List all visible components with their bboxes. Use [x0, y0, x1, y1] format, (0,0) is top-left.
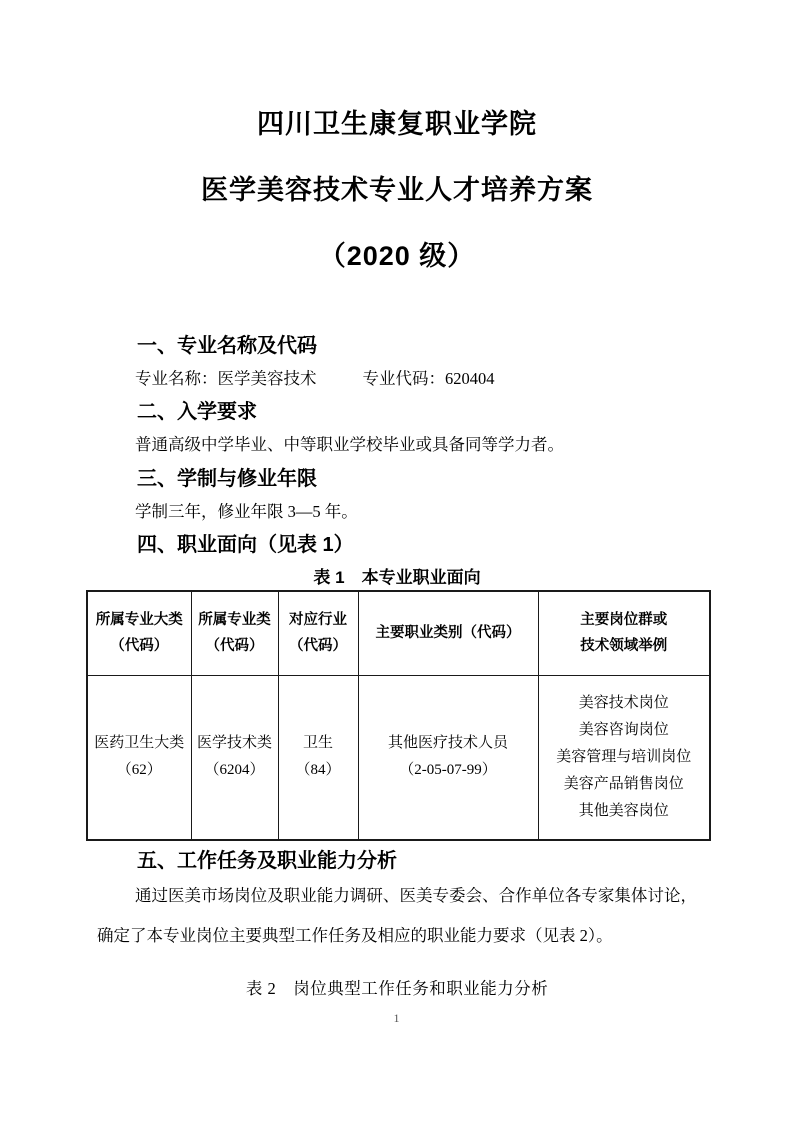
document-title-line-2: 医学美容技术专业人才培养方案: [201, 175, 593, 205]
header-cell-major-category: [87, 591, 191, 675]
header-line: （代码）: [110, 638, 169, 655]
major-code-label: 专业代码：620404: [362, 369, 495, 388]
career-orientation-table: [86, 590, 711, 841]
header-line: 技术领域举例: [580, 638, 668, 655]
section-3-body: 学制三年，修业年限 3—5 年。: [135, 502, 358, 521]
cell-line: 卫生: [302, 735, 333, 752]
cell-major-category: [87, 675, 191, 840]
section-2-heading: 二、入学要求: [137, 401, 257, 423]
table-data-row: [87, 675, 710, 840]
document-title-line-1: 四川卫生康复职业学院: [257, 109, 537, 139]
table-1-caption: 表 1 本专业职业面向: [313, 568, 481, 587]
title-block: [97, 106, 697, 274]
header-line: 主要岗位群或: [580, 612, 668, 629]
cell-line: 医药卫生大类: [94, 735, 185, 752]
header-cell-occupation-category: [358, 591, 538, 675]
cell-post-groups: [538, 675, 710, 840]
header-line: （代码）: [205, 638, 264, 655]
cell-line: （6204）: [204, 762, 265, 779]
header-line: 所属专业类: [198, 612, 271, 629]
cell-major-class: [191, 675, 278, 840]
section-3-heading: 三、学制与修业年限: [137, 468, 317, 490]
section-1-heading: 一、专业名称及代码: [137, 335, 317, 357]
section-5-heading: 五、工作任务及职业能力分析: [137, 850, 397, 872]
cell-line: 其他医疗技术人员: [387, 735, 508, 752]
cell-line: 美容咨询岗位: [578, 721, 669, 738]
section-5-paragraph: [97, 884, 697, 948]
cell-line: 医学技术类: [196, 735, 272, 752]
table-header-row: [87, 591, 710, 675]
cell-line: 美容产品销售岗位: [563, 775, 684, 792]
header-line: 对应行业: [289, 612, 347, 629]
header-cell-major-class: [191, 591, 278, 675]
cell-industry: [278, 675, 358, 840]
cell-occupation-category: [358, 675, 538, 840]
header-cell-post-groups: [538, 591, 710, 675]
major-name-label: 专业名称：医学美容技术: [135, 369, 317, 388]
document-title-line-3: （2020 级）: [318, 241, 476, 271]
sections: [94, 333, 697, 1000]
section-2-body: 普通高级中学毕业、中等职业学校毕业或具备同等学力者。: [135, 435, 564, 454]
header-cell-industry: [278, 591, 358, 675]
section-4-heading: 四、职业面向（见表 1）: [137, 534, 354, 556]
header-line: 主要职业类别（代码）: [375, 625, 521, 642]
paragraph-line-2: 确定了本专业岗位主要典型工作任务及相应的职业能力要求（见表 2）。: [97, 926, 613, 945]
cell-line: 其他美容岗位: [578, 802, 669, 819]
cell-line: （2-05-07-99）: [399, 762, 497, 779]
paragraph-line-1: 通过医美市场岗位及职业能力调研、医美专委会、合作单位各专家集体讨论，: [134, 886, 697, 905]
cell-line: 美容管理与培训岗位: [556, 748, 692, 765]
cell-line: 美容技术岗位: [578, 694, 669, 711]
header-line: （代码）: [289, 638, 347, 655]
cell-line: （84）: [295, 762, 341, 779]
section-1-body: [135, 368, 697, 390]
table-2-caption: 表 2 岗位典型工作任务和职业能力分析: [245, 979, 549, 998]
page-number: 1: [393, 1011, 400, 1025]
cell-line: （62）: [116, 762, 162, 779]
header-line: 所属专业大类: [95, 612, 183, 629]
